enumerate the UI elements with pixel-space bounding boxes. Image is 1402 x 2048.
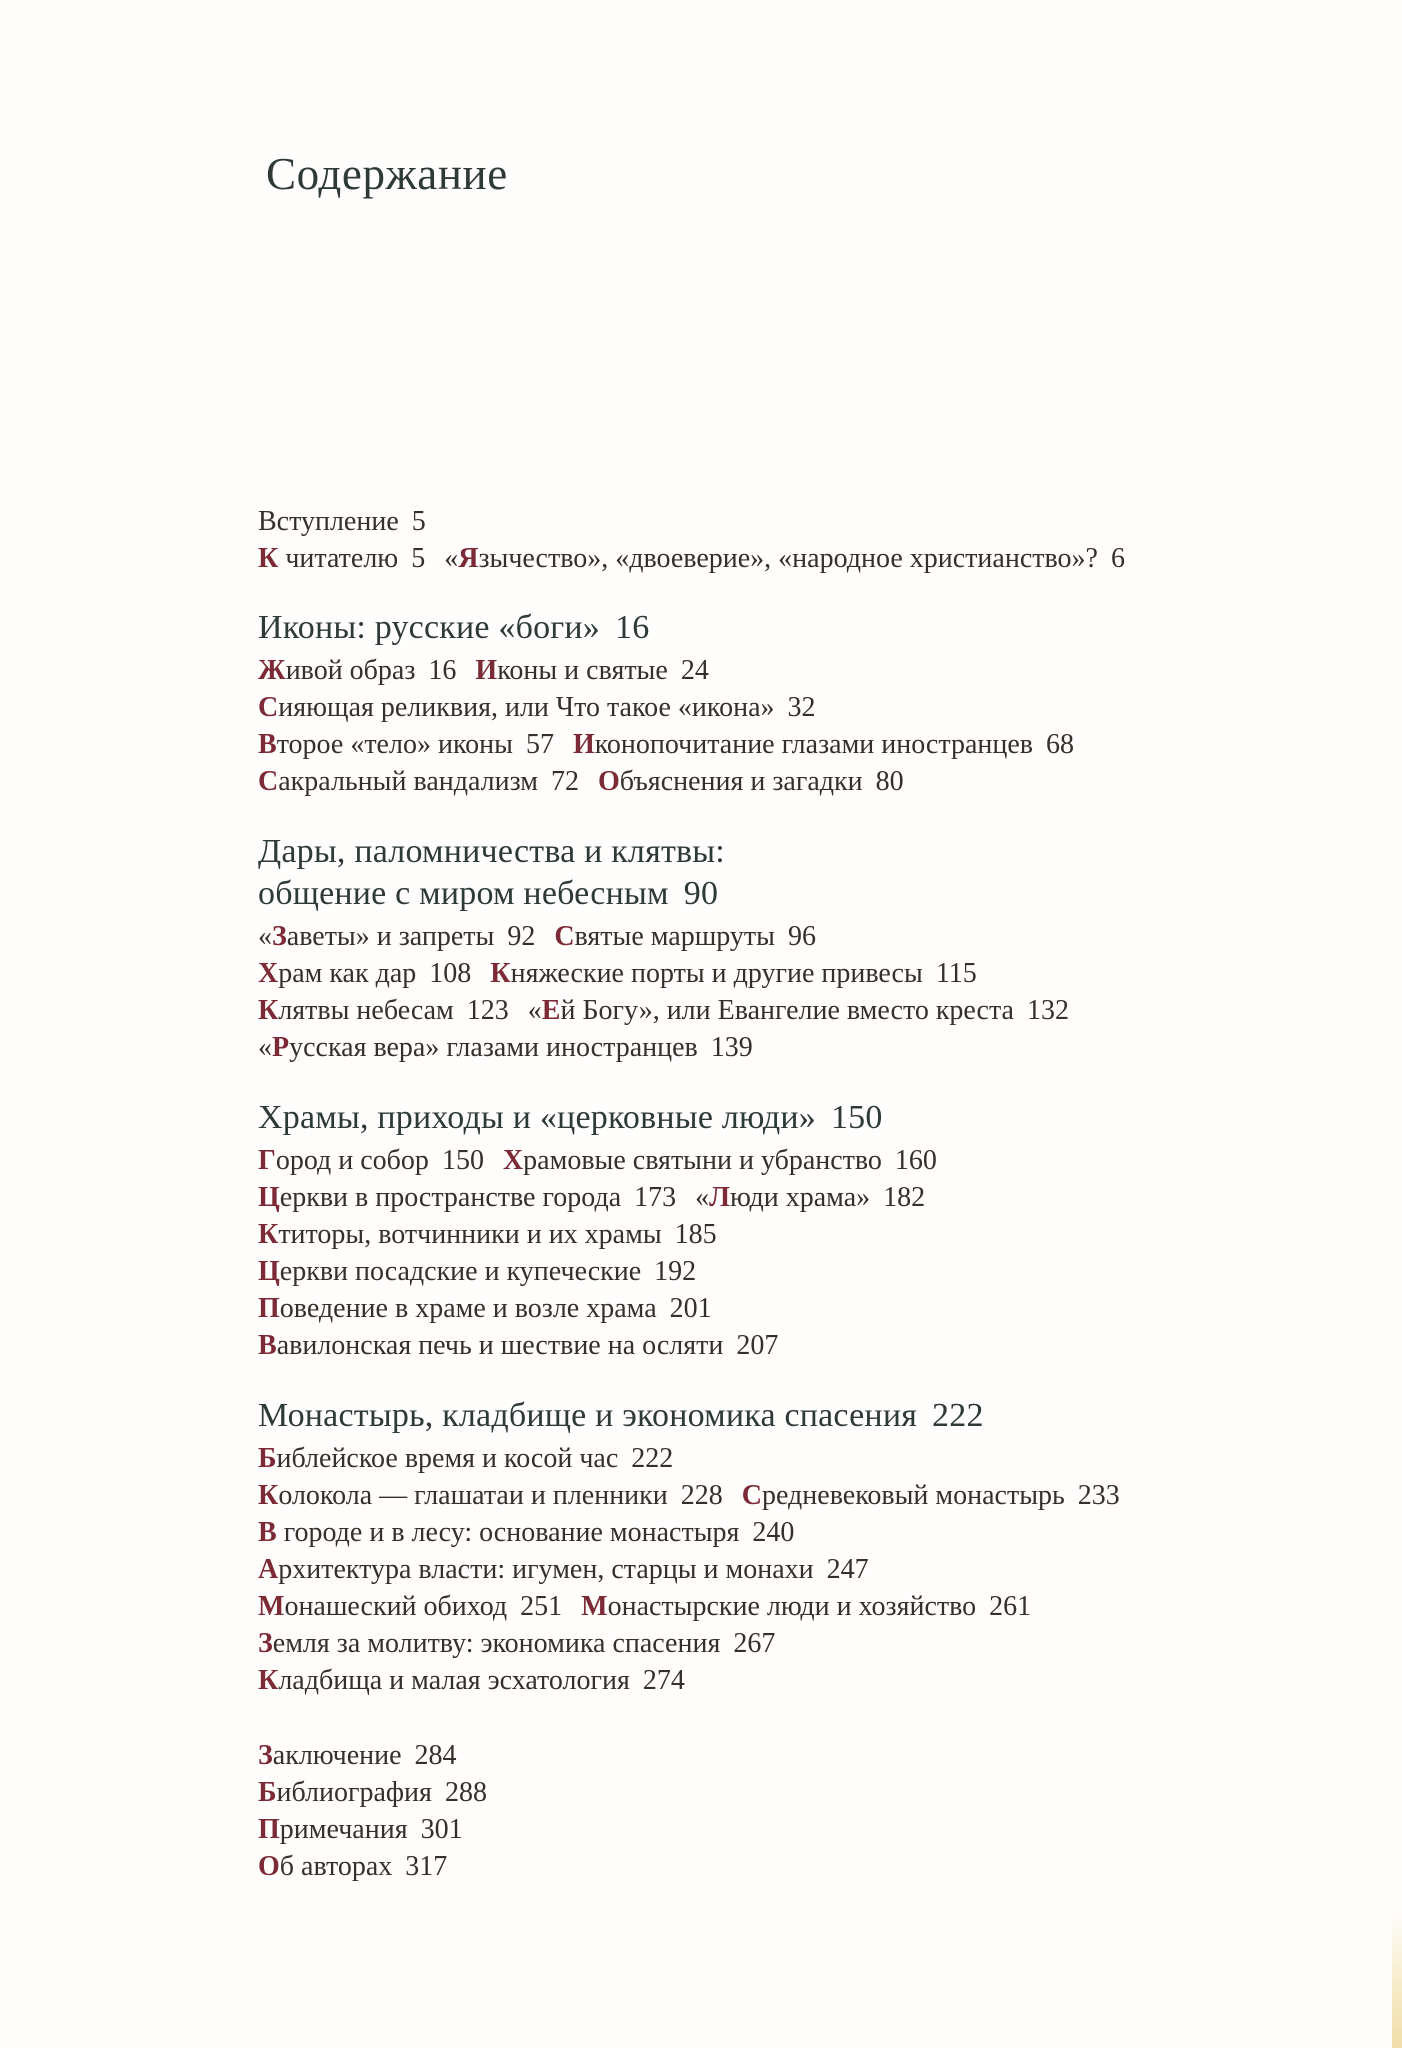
toc-section — [258, 1097, 1342, 1364]
toc-entry-initial: С — [258, 692, 279, 723]
toc-block — [258, 1737, 1342, 1885]
toc-entry — [258, 1480, 723, 1511]
toc-entry-initial: К — [258, 1665, 279, 1696]
toc-entry — [258, 1814, 463, 1845]
toc-entry-text: бъяснения и загадки — [619, 766, 863, 797]
toc-line — [258, 1253, 1342, 1290]
toc-entry-quote: « — [527, 995, 542, 1026]
toc-line — [258, 1625, 1342, 1662]
toc-entry-page-number: 284 — [414, 1740, 457, 1771]
toc-entry-page-number: 201 — [669, 1293, 712, 1324]
toc-entry-initial: И — [572, 729, 595, 760]
toc-entry-initial: З — [258, 1628, 273, 1659]
toc-entry-initial: К — [258, 543, 279, 574]
toc-entry-initial: Б — [258, 1777, 277, 1808]
section-heading-text: Дары, паломничества и клятвы: — [258, 833, 725, 870]
toc-entry-page-number: 240 — [752, 1517, 795, 1548]
toc-entry-initial: К — [258, 1480, 279, 1511]
toc-entry-text: рам как дар — [278, 958, 417, 989]
toc-entry-page-number: 222 — [631, 1443, 674, 1474]
section-heading-line — [258, 607, 1342, 649]
toc-entry-page-number: 80 — [875, 766, 904, 797]
section-heading-page-number: 16 — [615, 609, 650, 646]
toc-entry — [258, 1777, 487, 1808]
toc-entry-page-number: 185 — [674, 1219, 717, 1250]
toc-line — [258, 1029, 1342, 1066]
toc-entry — [258, 506, 426, 537]
toc-entry-page-number: 301 — [420, 1814, 463, 1845]
toc-entry-page-number: 24 — [680, 655, 709, 686]
toc-entry-initial: М — [581, 1591, 608, 1622]
toc-entry-page-number: 92 — [507, 921, 536, 952]
toc-line — [258, 1440, 1342, 1477]
toc-section — [258, 607, 1342, 800]
toc-line — [258, 652, 1342, 689]
section-heading-line — [258, 1097, 1342, 1139]
toc-entry — [695, 1182, 925, 1213]
toc-entry-initial: Я — [458, 543, 479, 574]
toc-line — [258, 1514, 1342, 1551]
toc-entry-initial: К — [490, 958, 511, 989]
toc-entry-initial: К — [258, 995, 279, 1026]
toc-entry-quote: « — [258, 1032, 272, 1063]
toc-entry-page-number: 57 — [525, 729, 554, 760]
toc-entry-page-number: 96 — [787, 921, 816, 952]
toc-entry — [258, 921, 535, 952]
toc-section — [258, 831, 1342, 1066]
toc-entry-text: римечания — [279, 1814, 408, 1845]
toc-entry-text: редневековый монастырь — [762, 1480, 1065, 1511]
toc-entry — [258, 655, 456, 686]
toc-line — [258, 918, 1342, 955]
toc-line — [258, 1216, 1342, 1253]
toc-entry — [258, 1182, 676, 1213]
toc-section — [258, 1395, 1342, 1699]
toc-entry — [258, 1293, 712, 1324]
toc-entry-page-number: 233 — [1077, 1480, 1120, 1511]
toc-entry-text: усская вера» глазами иностранцев — [289, 1032, 698, 1063]
toc-entry-page-number: 261 — [989, 1591, 1032, 1622]
toc-entry — [258, 1330, 778, 1361]
toc-entry-initial: Ц — [258, 1182, 280, 1213]
toc-entry-quote: « — [258, 921, 272, 952]
toc-entry — [258, 1032, 753, 1063]
toc-entry-text: зычество», «двоеверие», «народное христианство»? — [478, 543, 1098, 574]
toc-entry-text: городе и в лесу: основание монастыря — [276, 1517, 740, 1548]
toc-line — [258, 540, 1342, 577]
toc-entry-text: Вступление — [258, 506, 399, 537]
toc-entry-text: емля за молитву: экономика спасения — [272, 1628, 721, 1659]
toc-entry-initial: К — [258, 1219, 279, 1250]
toc-entry-text: ладбища и малая эсхатология — [278, 1665, 630, 1696]
toc-entry-page-number: 150 — [441, 1145, 484, 1176]
section-heading-page-number: 150 — [830, 1099, 883, 1136]
toc-line — [258, 992, 1342, 1029]
toc-entry-page-number: 317 — [405, 1851, 448, 1882]
toc-entry — [258, 1628, 775, 1659]
toc-entry — [444, 543, 1125, 574]
toc-entry — [258, 729, 554, 760]
toc-entry-initial: Б — [258, 1443, 277, 1474]
toc-line — [258, 1477, 1342, 1514]
toc-entry-initial: П — [258, 1814, 280, 1845]
section-heading — [258, 831, 1342, 915]
toc-entry-initial: В — [258, 1517, 277, 1548]
toc-entry-text: иблиография — [276, 1777, 432, 1808]
toc-entry-initial: А — [258, 1554, 279, 1585]
toc-entry — [258, 1740, 457, 1771]
toc-line — [258, 503, 1342, 540]
toc-entry-page-number: 139 — [710, 1032, 753, 1063]
section-heading-text: Иконы: русские «боги» — [258, 609, 601, 646]
toc-entry-page-number: 247 — [826, 1554, 869, 1585]
toc-entry-text: й Богу», или Евангелие вместо креста — [560, 995, 1014, 1026]
toc-entry — [258, 958, 471, 989]
toc-line — [258, 1811, 1342, 1848]
toc-entry-initial: Ж — [258, 655, 286, 686]
toc-entry-text: еркви посадские и купеческие — [279, 1256, 642, 1287]
toc-entry-quote: « — [695, 1182, 710, 1213]
toc-entry-page-number: 267 — [733, 1628, 776, 1659]
section-heading-line — [258, 831, 1342, 873]
section-heading — [258, 607, 1342, 649]
toc-entry-text: онастырские люди и хозяйство — [607, 1591, 977, 1622]
section-heading-page-number: 222 — [932, 1397, 984, 1434]
toc-entry-text: торое «тело» иконы — [276, 729, 513, 760]
toc-entry-text: аключение — [272, 1740, 402, 1771]
toc-entry-text: титоры, вотчинники и их храмы — [278, 1219, 662, 1250]
toc-entry-text: оведение в храме и возле храма — [279, 1293, 657, 1324]
toc-entry-initial: Х — [258, 958, 279, 989]
toc-entry — [258, 1517, 794, 1548]
toc-line — [258, 726, 1342, 763]
toc-entry-page-number: 115 — [935, 958, 977, 989]
toc-line — [258, 1179, 1342, 1216]
toc-entry — [490, 958, 977, 989]
toc-entry-text: иблейское время и косой час — [276, 1443, 619, 1474]
section-heading-text: общение с миром небесным — [258, 875, 669, 912]
toc-line — [258, 689, 1342, 726]
toc-entry — [258, 1443, 673, 1474]
toc-entry-page-number: 192 — [654, 1256, 697, 1287]
toc-entry-page-number: 228 — [680, 1480, 723, 1511]
toc-entry-initial: С — [741, 1480, 762, 1511]
toc-entry — [258, 1591, 562, 1622]
toc-entry-initial: Е — [541, 995, 561, 1026]
toc-entry — [258, 1851, 447, 1882]
toc-entry — [258, 1554, 869, 1585]
toc-entry-initial: С — [554, 921, 575, 952]
toc-line — [258, 955, 1342, 992]
toc-entry-initial: В — [258, 1330, 277, 1361]
section-heading-text: Монастырь, кладбище и экономика спасения — [258, 1397, 918, 1434]
toc-entry-initial: С — [258, 766, 279, 797]
toc-entry — [258, 995, 509, 1026]
toc-entry-initial: П — [258, 1293, 280, 1324]
toc-entry-page-number: 6 — [1110, 543, 1125, 574]
toc-entry-text: ияющая реликвия, или Что такое «икона» — [278, 692, 775, 723]
toc-entry-text: читателю — [278, 543, 399, 574]
toc-block — [258, 503, 1342, 577]
toc-line — [258, 1588, 1342, 1625]
toc-entry — [503, 1145, 937, 1176]
page-title: Содержание — [266, 149, 508, 199]
toc-entry-page-number: 5 — [411, 506, 426, 537]
toc-entry-page-number: 173 — [634, 1182, 677, 1213]
toc-entry-initial: Л — [709, 1182, 731, 1213]
section-heading — [258, 1097, 1342, 1139]
toc-entry-text: онашеский обиход — [284, 1591, 508, 1622]
toc-entry-page-number: 16 — [428, 655, 457, 686]
section-heading-text: Храмы, приходы и «церковные люди» — [258, 1099, 816, 1136]
toc-entry-page-number: 288 — [444, 1777, 487, 1808]
toc-entry — [742, 1480, 1120, 1511]
scan-edge-artifact — [1392, 1908, 1402, 2048]
toc-entry — [258, 1665, 685, 1696]
toc-entry-initial: З — [258, 1740, 273, 1771]
toc-entry-text: ород и собор — [275, 1145, 429, 1176]
toc-entry-page-number: 108 — [429, 958, 472, 989]
toc-entry-page-number: 251 — [520, 1591, 563, 1622]
section-heading-line — [258, 873, 1342, 915]
toc-entry — [258, 543, 425, 574]
toc-entry-text: олокола — глашатаи и пленники — [278, 1480, 668, 1511]
toc-entry — [528, 995, 1069, 1026]
toc-entry — [475, 655, 708, 686]
toc-entry-initial: Г — [258, 1145, 276, 1176]
toc-entry-text: б авторах — [279, 1851, 393, 1882]
toc-entry-initial: И — [475, 655, 498, 686]
toc-entry-initial: О — [598, 766, 620, 797]
toc-line — [258, 1551, 1342, 1588]
toc-entry-page-number: 274 — [642, 1665, 685, 1696]
toc-entry-page-number: 5 — [411, 543, 426, 574]
toc-entry-text: няжеские порты и другие привесы — [510, 958, 923, 989]
toc-entry-page-number: 32 — [787, 692, 816, 723]
section-heading-line — [258, 1395, 1342, 1437]
toc-entry — [258, 1219, 717, 1250]
toc-entry-text: коны и святые — [497, 655, 668, 686]
toc-entry-initial: В — [258, 729, 277, 760]
toc-entry-text: конопочитание глазами иностранцев — [594, 729, 1033, 760]
toc-line — [258, 1142, 1342, 1179]
toc-entry-page-number: 160 — [894, 1145, 937, 1176]
toc-entry-text: лятвы небесам — [278, 995, 454, 1026]
toc-entry-text: аветы» и запреты — [286, 921, 495, 952]
toc-entry-text: ивой образ — [285, 655, 416, 686]
toc-entry-text: авилонская печь и шествие на осляти — [276, 1330, 724, 1361]
toc-line — [258, 1737, 1342, 1774]
toc-entry-page-number: 207 — [736, 1330, 779, 1361]
toc-entry-text: юди храма» — [730, 1182, 871, 1213]
toc-entry-page-number: 68 — [1045, 729, 1074, 760]
toc-entry — [554, 921, 816, 952]
toc-entry-text: вятые маршруты — [574, 921, 775, 952]
toc-entry — [598, 766, 904, 797]
section-heading — [258, 1395, 1342, 1437]
toc-entry-initial: О — [258, 1851, 280, 1882]
toc-line — [258, 1662, 1342, 1699]
toc-entry — [258, 692, 816, 723]
toc-line — [258, 1848, 1342, 1885]
toc-entry — [581, 1591, 1031, 1622]
toc-entry — [258, 1256, 696, 1287]
toc-entry-text: акральный вандализм — [278, 766, 538, 797]
toc-entry-page-number: 182 — [883, 1182, 926, 1213]
toc-line — [258, 763, 1342, 800]
toc-line — [258, 1290, 1342, 1327]
section-heading-page-number: 90 — [683, 875, 719, 912]
toc-entry-text: еркви в пространстве города — [279, 1182, 622, 1213]
toc-entry-initial: Ц — [258, 1256, 280, 1287]
toc-line — [258, 1327, 1342, 1364]
toc-entry-text: рхитектура власти: игумен, старцы и монахи — [278, 1554, 814, 1585]
toc-entry-initial: Х — [502, 1145, 524, 1176]
toc-entry-initial: М — [258, 1591, 285, 1622]
toc-entry-page-number: 123 — [466, 995, 509, 1026]
toc-line — [258, 1774, 1342, 1811]
toc-entry-initial: З — [272, 921, 287, 952]
toc-entry-page-number: 132 — [1026, 995, 1069, 1026]
toc-entry — [258, 766, 579, 797]
toc-entry — [573, 729, 1074, 760]
table-of-contents — [258, 503, 1342, 1885]
toc-entry-page-number: 72 — [551, 766, 579, 797]
toc-entry-initial: Р — [272, 1032, 290, 1063]
toc-entry-quote: « — [444, 543, 459, 574]
toc-entry-text: рамовые святыни и убранство — [523, 1145, 882, 1176]
toc-entry — [258, 1145, 484, 1176]
